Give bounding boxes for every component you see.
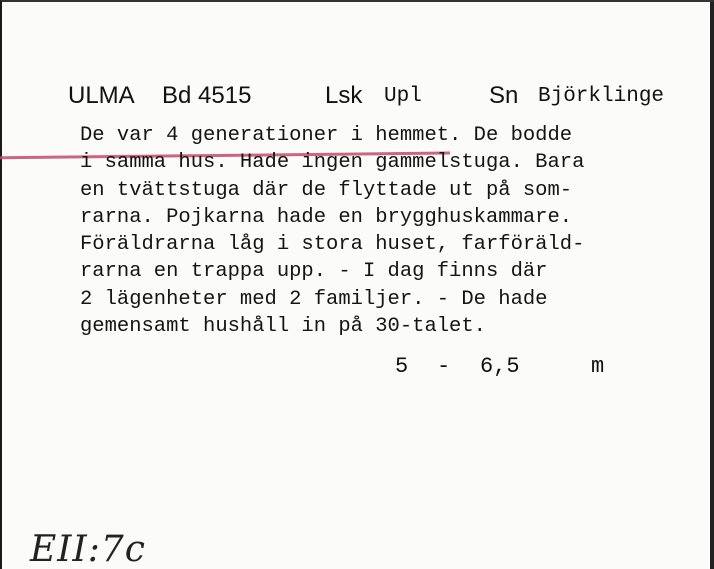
body-line: i samma hus. Hade ingen gammelstuga. Bara: [80, 151, 585, 175]
volume-number: Bd 4515: [162, 82, 252, 109]
body-line: Föräldrarna låg i stora huset, farföräld-: [80, 233, 585, 257]
landskap-value: Upl: [384, 85, 422, 108]
body-line: gemensamt hushåll in på 30-talet.: [80, 315, 486, 339]
measure-to: 6,5: [480, 354, 520, 379]
socken-label: Sn: [489, 82, 519, 109]
body-line: De var 4 generationer i hemmet. De bodde: [80, 124, 573, 147]
card-header: [68, 82, 674, 116]
measure-unit: m: [591, 354, 605, 379]
archive-name: ULMA: [68, 82, 135, 109]
measure-dash: -: [437, 354, 451, 379]
card-body-text: [80, 122, 680, 340]
body-line: 2 lägenheter med 2 familjer. - De hade: [80, 287, 548, 311]
handwritten-code: EII:7c: [30, 529, 146, 569]
body-line: rarna. Pojkarna hade en brygghuskammare.: [80, 205, 573, 229]
socken-value: Björklinge: [538, 85, 665, 108]
body-line: en tvättstuga där de flyttade ut på som-: [80, 178, 573, 202]
measure-from: 5: [395, 354, 409, 379]
landskap-label: Lsk: [325, 82, 363, 109]
body-line: rarna en trappa upp. - I dag finns där: [80, 260, 548, 284]
card-edge: [710, 2, 714, 569]
measurement: [395, 354, 605, 504]
